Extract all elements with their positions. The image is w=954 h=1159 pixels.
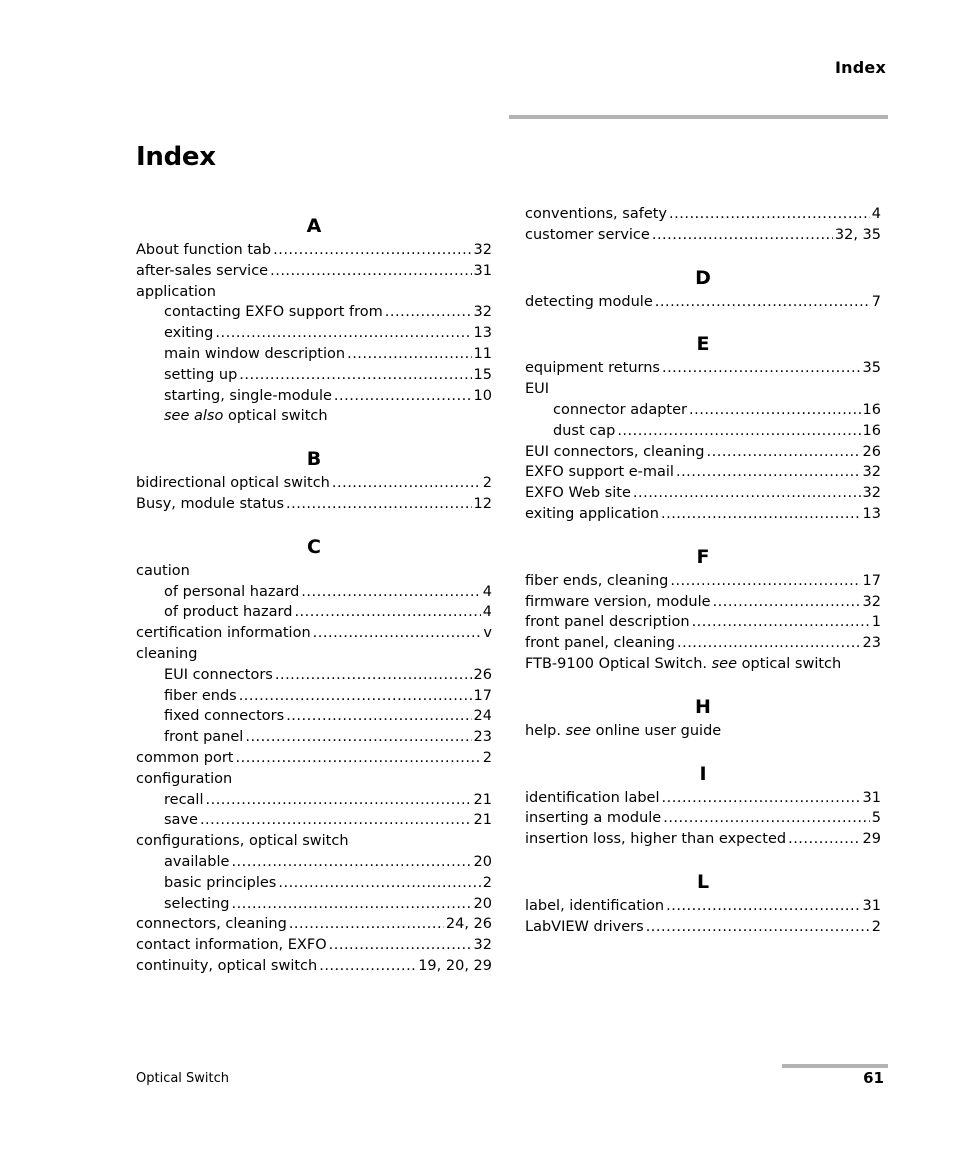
index-entry: detecting module ..... 7 (525, 292, 881, 313)
footer-rule (782, 1064, 888, 1068)
index-subentry: fixed connectors ..... 24 (136, 706, 492, 727)
index-entry: fiber ends, cleaning ..... 17 (525, 571, 881, 592)
index-subentry: of product hazard ..... 4 (136, 602, 492, 623)
index-entry: bidirectional optical switch ..... 2 (136, 473, 492, 494)
index-entry: continuity, optical switch ..... 19, 20, 29 (136, 956, 492, 977)
see-also-reference: see also optical switch (164, 408, 328, 425)
index-entry: common port ..... 2 (136, 748, 492, 769)
section-letter-i: I (699, 762, 707, 785)
index-entry: About function tab ..... 32 (136, 240, 492, 261)
index-entry: connectors, cleaning ..... 24, 26 (136, 914, 492, 935)
index-subentry: starting, single-module ..... 10 (136, 386, 492, 407)
index-heading-entry: cleaning (136, 645, 198, 662)
index-subentry: setting up ..... 15 (136, 365, 492, 386)
index-column-left (136, 214, 492, 977)
index-subentry: front panel ..... 23 (136, 727, 492, 748)
index-subentry: EUI connectors ..... 26 (136, 665, 492, 686)
index-entry: EUI connectors, cleaning ..... 26 (525, 442, 881, 463)
index-entry: Busy, module status ..... 12 (136, 494, 492, 515)
index-subentry: contacting EXFO support from ..... 32 (136, 302, 492, 323)
index-entry: LabVIEW drivers ..... 2 (525, 917, 881, 938)
index-subentry: connector adapter ..... 16 (525, 400, 881, 421)
index-column-right (525, 204, 881, 938)
index-heading-entry: application (136, 283, 216, 300)
index-subentry: basic principles ..... 2 (136, 873, 492, 894)
index-entry: contact information, EXFO ..... 32 (136, 935, 492, 956)
see-reference: FTB-9100 Optical Switch. see optical switch (525, 655, 842, 672)
index-heading-entry: configurations, optical switch (136, 833, 349, 850)
page-title: Index (136, 142, 216, 172)
footer-product-name: Optical Switch (136, 1071, 230, 1086)
section-letter-e: E (696, 333, 710, 356)
index-entry: exiting application ..... 13 (525, 504, 881, 525)
page-number: 61 (863, 1069, 884, 1087)
index-entry: certification information ..... v (136, 623, 492, 644)
index-subentry: available ..... 20 (136, 852, 492, 873)
index-heading-entry: caution (136, 562, 190, 579)
index-entry: inserting a module ..... 5 (525, 808, 881, 829)
section-letter-b: B (306, 448, 322, 471)
see-reference: help. see online user guide (525, 722, 722, 739)
index-subentry: save ..... 21 (136, 810, 492, 831)
index-entry: identification label ..... 31 (525, 788, 881, 809)
index-entry: customer service ..... 32, 35 (525, 225, 881, 246)
index-entry: after-sales service ..... 31 (136, 261, 492, 282)
index-entry: label, identification ..... 31 (525, 896, 881, 917)
section-letter-h: H (695, 695, 711, 718)
index-entry: EXFO Web site ..... 32 (525, 483, 881, 504)
index-subentry: main window description ..... 11 (136, 344, 492, 365)
index-subentry: exiting ..... 13 (136, 323, 492, 344)
section-letter-f: F (696, 545, 710, 568)
index-entry: firmware version, module ..... 32 (525, 592, 881, 613)
index-subentry: dust cap ..... 16 (525, 421, 881, 442)
section-letter-l: L (696, 870, 710, 893)
index-subentry: recall ..... 21 (136, 790, 492, 811)
index-entry: insertion loss, higher than expected ..... 29 (525, 829, 881, 850)
index-subentry: selecting ..... 20 (136, 894, 492, 915)
index-entry: EXFO support e-mail ..... 32 (525, 462, 881, 483)
section-letter-d: D (695, 266, 711, 289)
index-subentry: of personal hazard ..... 4 (136, 582, 492, 603)
header-rule (509, 115, 888, 119)
running-header: Index (835, 58, 886, 77)
index-heading-entry: EUI (525, 381, 550, 398)
index-heading-entry: configuration (136, 770, 233, 787)
index-entry: front panel description ..... 1 (525, 612, 881, 633)
index-entry: equipment returns ..... 35 (525, 358, 881, 379)
index-entry: conventions, safety ..... 4 (525, 204, 881, 225)
section-letter-c: C (307, 535, 321, 558)
index-entry: front panel, cleaning ..... 23 (525, 633, 881, 654)
section-letter-a: A (306, 215, 322, 237)
index-subentry: fiber ends ..... 17 (136, 686, 492, 707)
